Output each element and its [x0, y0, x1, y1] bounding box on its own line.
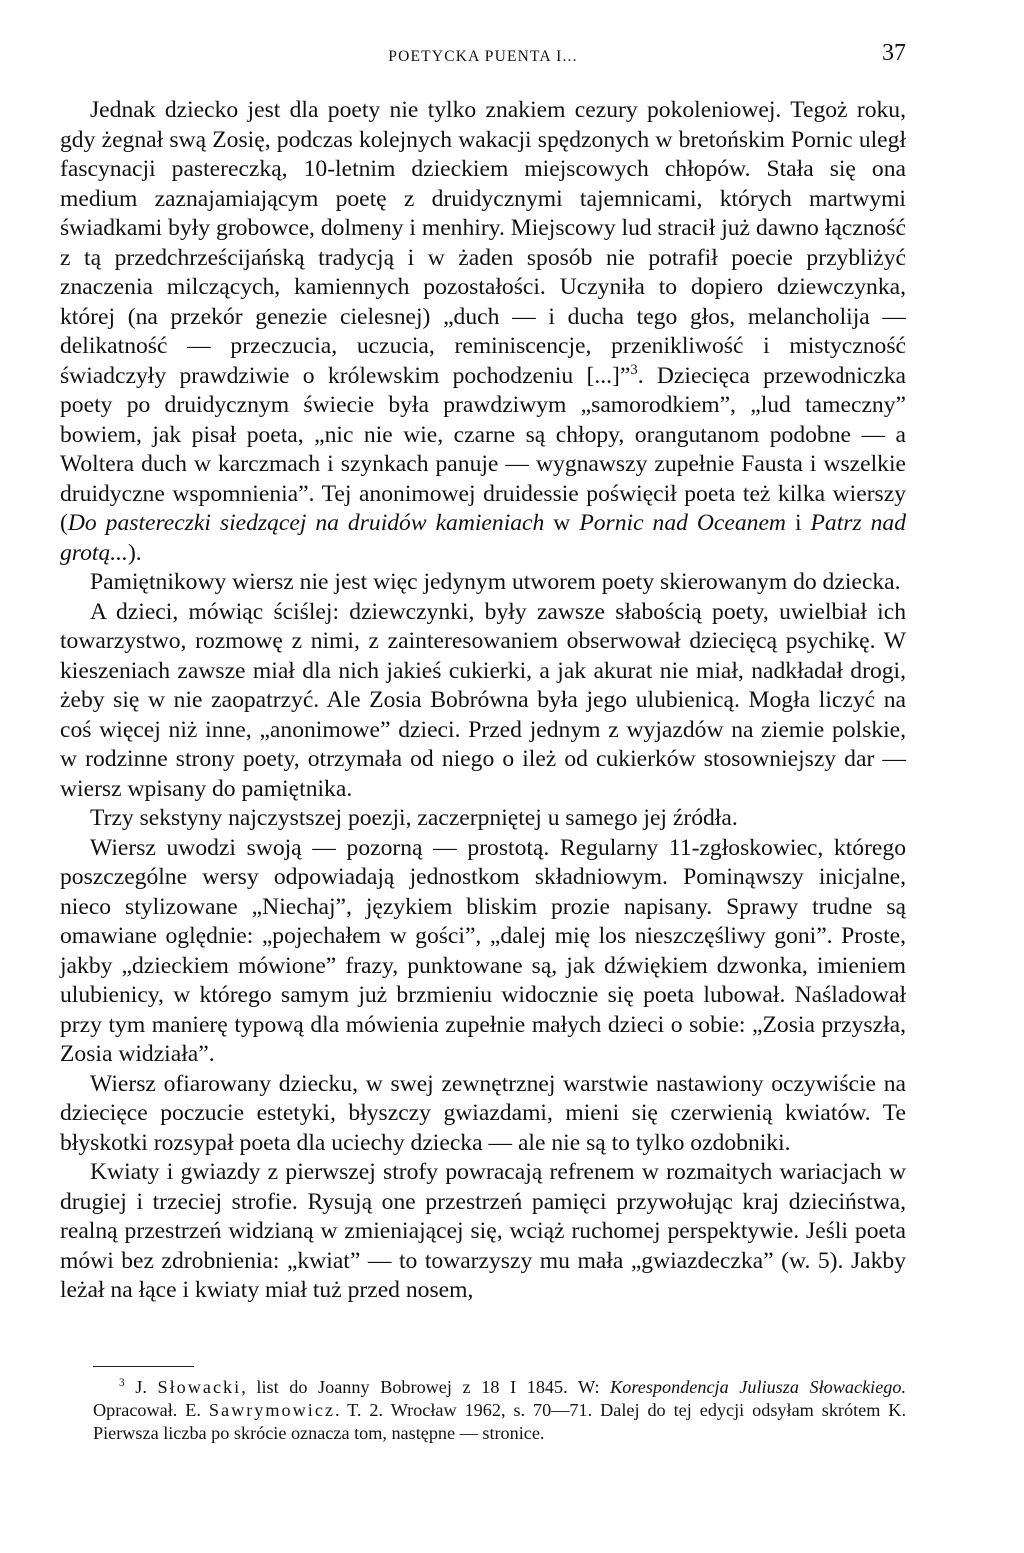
paragraph-1: [60, 96, 906, 568]
footnote-divider: [93, 1366, 194, 1367]
footnote-editor: Sawrymowicz: [208, 1400, 335, 1420]
body-text: [60, 96, 906, 1306]
page-header: [60, 40, 906, 70]
running-head: POETYCKA PUENTA I...: [388, 48, 578, 65]
paragraph-1-conj: w: [544, 510, 580, 536]
footnote-text-1: J.: [124, 1377, 158, 1397]
paragraph-4: Trzy sekstyny najczystszej poezji, zaczerpniętej u samego jej źródła.: [90, 805, 738, 831]
poem-title-1: Do pastereczki siedzącej na druidów kamieniach: [67, 510, 545, 536]
paragraph-3: A dzieci, mówiąc ściślej: dziewczynki, były zawsze słabością poety, uwielbiał ich towarzystwo, rozmowę z nimi, z zainteresowaniem obserwował dziecięcą psychikę. W kieszeniach zawsze miał dla nich jakieś cukierki, a jak akurat nie miał, nadkładał drogi, żeby się w nie zaopatrzyć. Ale Zosia Bobrówna była jego ulubienicą. Mogła liczyć na coś więcej niż inne, „anonimowe” dzieci. Przed jednym z wyjazdów na ziemie polskie, w rodzinne strony poety, otrzymała od niego o ileż od cukierków stosowniejszy dar — wiersz wpisany do pamiętnika.: [60, 598, 906, 802]
footnote-text-4: . T. 2. Wrocław 1962, s. 70—71. Dalej do tej edycji odsyłam skrótem K. Pierwsza liczba po skrócie oznacza tom, następne — stronice.: [93, 1400, 906, 1443]
paragraph-6: Wiersz ofiarowany dziecku, w swej zewnętrznej warstwie nastawiony oczywiście na dziecięce poczucie estetyki, błyszczy gwiazdami, mieni się czerwienią kwiatów. Te błyskotki rozsypał poeta dla uciechy dziecka — ale nie są to tylko ozdobniki.: [60, 1070, 906, 1156]
footnote-text-3: Opracował. E.: [93, 1400, 209, 1420]
footnote-author: Słowacki: [157, 1377, 242, 1397]
paragraph-1-text: Jednak dziecko jest dla poety nie tylko znakiem cezury pokoleniowej. Tegoż roku, gdy żegnał swą Zosię, podczas kolejnych wakacji spędzonych w bretońskim Pornic uległ fascynacji pastereczką, 10-letnim dzieckiem miejscowych chłopów. Stała się ona medium zaznajamiającym poetę z druidycznymi tajemnicami, których martwymi świadkami były grobowce, dolmeny i menhiry. Miejscowy lud stracił już dawno łączność z tą przedchrześcijańską tradycją i w żaden sposób nie potrafił poecie przybliżyć znaczenia milczących, kamiennych pozostałości. Uczyniła to dopiero dziewczynka, której (na przekór genezie cielesnej) „duch — i ducha tego głos, melancholija — delikatność — przeczucia, uczucia, reminiscencje, przenikliwość i mistyczność świadczyły prawdziwie o królewskim pochodzeniu [...]”: [60, 97, 906, 389]
paragraph-2: Pamiętnikowy wiersz nie jest więc jedynym utworem poety skierowanym do dziecka.: [90, 569, 901, 595]
footnote-text-2: , list do Joanny Bobrowej z 18 I 1845. W:: [241, 1377, 611, 1397]
footnote: [93, 1376, 906, 1445]
paragraph-1-end: ).: [127, 539, 142, 566]
footnote-ref: 3: [630, 361, 638, 378]
footnote-marker: 3: [119, 1376, 125, 1389]
poem-title-3: Patrz nad grotą...: [60, 510, 906, 566]
paragraph-1-conj-2: i: [785, 510, 811, 536]
paragraph-1-text-cont: . Dziecięca przewodniczka poety po druidycznym świecie była prawdziwym „samorodkiem”, „lud tameczny” bowiem, jak pisał poeta, „nic nie wie, czarne są chłopy, orangutanom podobne — a Woltera duch w karczmach i szynkach panuje — wygnawszy zupełnie Fausta i wszelkie druidyczne wspomnienia”. Tej anonimowej druidessie poświęcił poeta też kilka wierszy (: [60, 362, 906, 536]
footnote-book-title: Korespondencja Juliusza Słowackiego.: [610, 1377, 907, 1397]
page-number: 37: [882, 40, 906, 66]
paragraph-5: Wiersz uwodzi swoją — pozorną — prostotą. Regularny 11-zgłoskowiec, którego poszczególne wersy odpowiadają jednostkom składniowym. Pominąwszy inicjalne, nieco stylizowane „Niechaj”, językiem bliskim prozie napisany. Sprawy trudne są omawiane oględnie: „pojechałem w gości”, „dalej mię los nieszczęśliwy goni”. Proste, jakby „dzieckiem mówione” frazy, punktowane są, jak dźwiękiem dzwonka, imieniem ulubienicy, w którego samym już brzmieniu widocznie się poeta lubował. Naśladował przy tym manierę typową dla mówienia zupełnie małych dzieci o sobie: „Zosia przyszła, Zosia widziała”.: [60, 834, 906, 1067]
poem-title-2: Pornic nad Oceanem: [579, 510, 786, 536]
paragraph-7: Kwiaty i gwiazdy z pierwszej strofy powracają refrenem w rozmaitych wariacjach w drugiej i trzeciej strofie. Rysują one przestrzeń pamięci przywołując kraj dzieciństwa, realną przestrzeń widzianą w zmieniającej się, wciąż ruchomej perspektywie. Jeśli poeta mówi bez zdrobnienia: „kwiat” — to towarzyszy mu mała „gwiazdeczka” (w. 5). Jakby leżał na łące i kwiaty miał tuż przed nosem,: [60, 1159, 906, 1303]
